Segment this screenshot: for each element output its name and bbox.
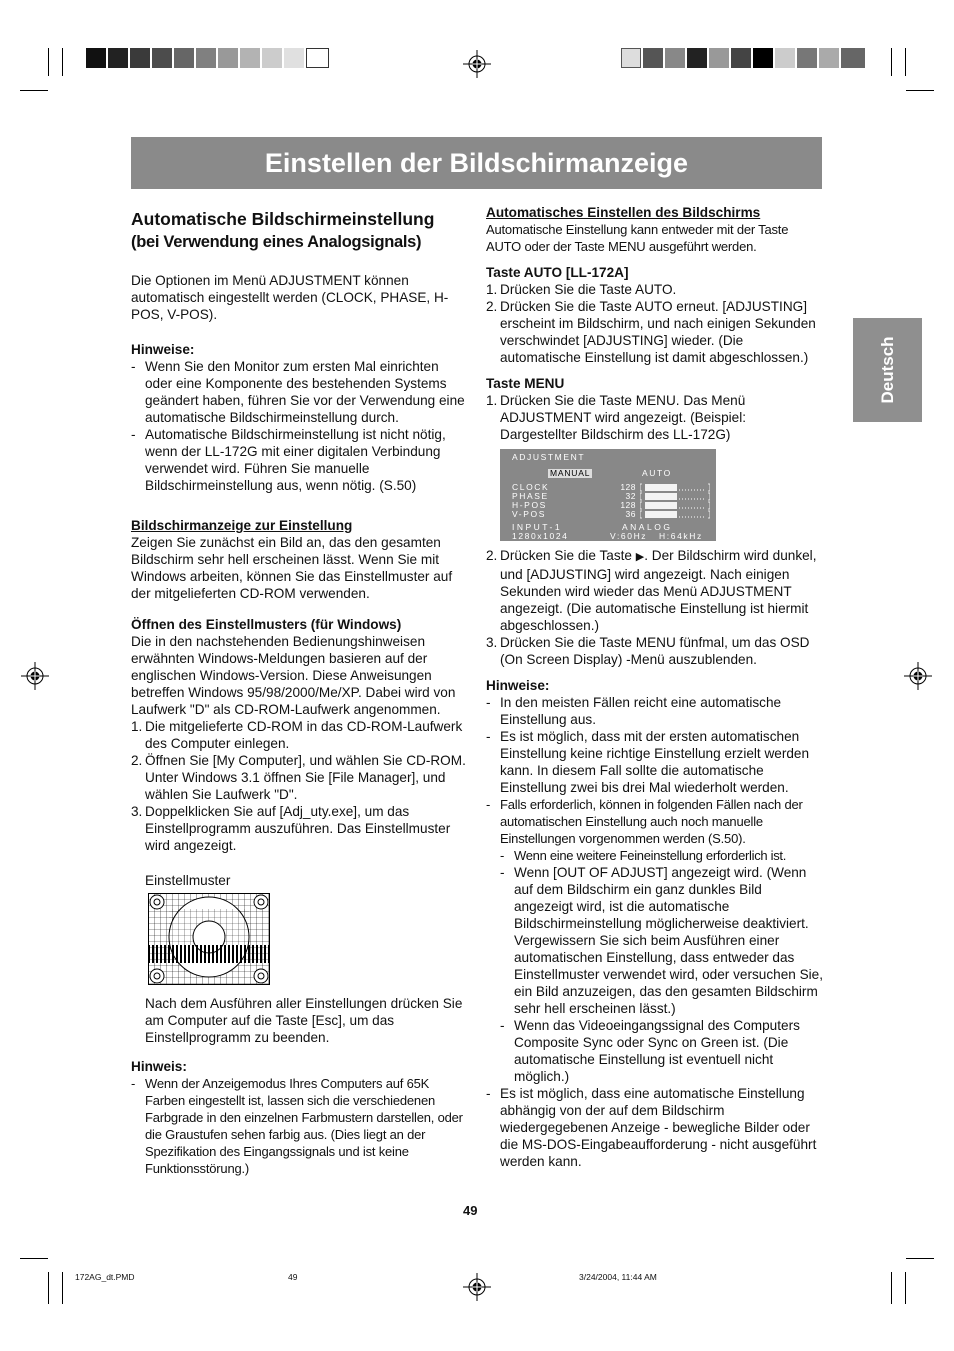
osd-labels: CLOCK PHASE H-POS V-POS — [512, 482, 550, 519]
test-pattern-image — [131, 893, 469, 989]
subsection-heading: Öffnen des Einstellmusters (für Windows) — [131, 617, 402, 632]
osd-manual-option: MANUAL — [550, 468, 591, 478]
color-bar-left — [86, 48, 331, 68]
step-item: 2. Drücken Sie die Taste ▶. Der Bildschirm wird dunkel, und [ADJUSTING] wird angezeigt. Nach einigen Sekunden wird wieder das Menü ADJUSTMENT angezeigt. (Die automatische Einstellung ist hiermit abgeschlossen.) — [486, 548, 817, 633]
subsection-heading: Bildschirmanzeige zur Einstellung — [131, 518, 353, 533]
paragraph: Zeigen Sie zunächst ein Bild an, das den gesamten Bildschirm sehr hell erscheinen lässt. Wenn Sie mit Windows arbeiten, können Sie das Einstellmuster auf der mitgelieferten CD-ROM verwenden. — [131, 535, 453, 601]
step-item: 1. Drücken Sie die Taste AUTO. — [486, 282, 677, 297]
note-item: - Falls erforderlich, können in folgenden Fällen nach der automatischen Einstellung auch noch manuelle Einstellungen vorgenommen werden (S.50). — [486, 796, 824, 847]
registration-mark-bottom — [463, 1273, 491, 1301]
footer-filename: 172AG_dt.PMD — [75, 1272, 135, 1282]
note-item: - Wenn der Anzeigemodus Ihres Computers auf 65K Farben eingestellt ist, lassen sich die verschiedenen Farbgrade in den einzelnen Farbmustern darstellen, oder die Graustufen sehen farbig aus. (Dies liegt an der Spezifikation des Eingangssignals und ist keine Funktionsstörung.) — [131, 1075, 469, 1177]
intro-paragraph: Die Optionen im Menü ADJUSTMENT können automatisch eingestellt werden (CLOCK, PHASE, H-POS, V-POS). — [131, 273, 449, 322]
left-column — [131, 208, 469, 1177]
test-pattern-graphic — [148, 893, 270, 985]
step-item: 1. Drücken Sie die Taste MENU. Das Menü ADJUSTMENT wird angezeigt. (Beispiel: Dargestellter Bildschirm des LL-172G) — [486, 393, 747, 442]
subsection-heading: Taste AUTO [LL-172A] — [486, 265, 629, 280]
step-item: 3. Drücken Sie die Taste MENU fünfmal, um das OSD (On Screen Display) -Menü auszublenden. — [486, 635, 810, 667]
osd-signal: ANALOG — [622, 522, 673, 532]
sub-note-item: - Wenn eine weitere Feineinstellung erforderlich ist. — [500, 847, 824, 864]
section-heading: Automatische Bildschirmeinstellung — [131, 209, 435, 229]
sub-note-item: - Wenn das Videoeingangssignal des Computers Composite Sync oder Sync on Green ist. (Die automatische Einstellung ist eventuell nicht möglich.) — [500, 1017, 824, 1085]
notes-heading: Hinweise: — [486, 678, 550, 693]
language-tab — [853, 318, 922, 422]
osd-resolution: 1280x1024 — [512, 531, 569, 541]
figure-caption: Einstellmuster — [145, 873, 231, 888]
note-item: - Es ist möglich, dass mit der ersten automatischen Einstellung keine richtige Einstellung erzielt werden kann. In diesem Fall sollte die automatische Einstellung zwei bis drei Mal wiederholt werden. — [486, 728, 824, 796]
note-item: - Es ist möglich, dass eine automatische Einstellung abhängig von der auf dem Bildschirm wiedergegebenen Anzeige - bewegliche Bilder oder die MS-DOS-Eingabeaufforderung - nicht ausgeführt werden kann. — [486, 1085, 824, 1170]
registration-mark-top — [463, 50, 491, 78]
registration-mark-right — [904, 662, 932, 690]
right-column — [486, 203, 824, 1170]
language-tab-label: Deutsch — [877, 336, 897, 404]
registration-mark-left — [21, 662, 49, 690]
page-title: Einstellen der Bildschirmanzeige — [131, 137, 822, 189]
paragraph: Nach dem Ausführen aller Einstellungen drücken Sie am Computer auf die Taste [Esc], um das Einstellprogramm zu beenden. — [145, 996, 463, 1045]
footer-timestamp: 3/24/2004, 11:44 AM — [579, 1272, 657, 1282]
color-bar-right — [621, 48, 867, 68]
page-number: 49 — [463, 1203, 478, 1218]
sub-note-item: - Wenn [OUT OF ADJUST] angezeigt wird. (Wenn auf dem Bildschirm ein ganz dunkles Bild angezeigt wird, ist die automatische Bildschirmeinstellung möglicherweise deaktiviert. Vergewissern Sie sich beim Ausführen einer automatischen Einstellung, dass entweder das Einstellmuster verwendet wird, oder versuchen Sie, ein Bild anzuzeigen, das den gesamten Bildschirm sehr hell erscheinen lässt.) — [500, 864, 824, 1017]
osd-adjustment-menu — [500, 449, 716, 541]
notes-heading: Hinweise: — [131, 342, 195, 357]
osd-values: 128 32 128 36 — [620, 482, 636, 519]
step-item: 3. Doppelklicken Sie auf [Adj_uty.exe], um das Einstellprogramm auszuführen. Das Einstellmuster wird angezeigt. — [131, 804, 451, 853]
osd-level-bars — [640, 483, 710, 519]
osd-auto-option: AUTO — [642, 468, 672, 478]
section-heading-subtitle: (bei Verwendung eines Analogsignals) — [131, 233, 422, 251]
subsection-heading: Taste MENU — [486, 376, 565, 391]
step-item: 2. Öffnen Sie [My Computer], und wählen Sie CD-ROM. Unter Windows 3.1 öffnen Sie [File Manager], und wählen Sie Laufwerk "D". — [131, 753, 466, 802]
osd-title: ADJUSTMENT — [512, 452, 586, 462]
osd-frequency: V:60Hz H:64kHz — [610, 531, 703, 541]
step-item: 2. Drücken Sie die Taste AUTO erneut. [ADJUSTING] erscheint im Bildschirm, und nach einigen Sekunden verschwindet [ADJUSTING] wieder. (Die automatische Einstellung ist damit abgeschlossen.) — [486, 299, 816, 365]
note-item: - Automatische Bildschirmeinstellung ist nicht nötig, wenn der LL-172G mit einer digitalen Verbindung verwendet wird. Führen Sie manuelle Bildschirmeinstellung aus, wenn nötig. (S.50) — [131, 426, 469, 494]
osd-input: INPUT-1 — [512, 522, 563, 532]
footer-page: 49 — [288, 1272, 298, 1282]
paragraph: Automatische Einstellung kann entweder mit der Taste AUTO oder der Taste MENU ausgeführt werden. — [486, 222, 789, 254]
section-heading: Automatisches Einstellen des Bildschirms — [486, 205, 761, 220]
note-item: - In den meisten Fällen reicht eine automatische Einstellung aus. — [486, 694, 824, 728]
step-item: 1. Die mitgelieferte CD-ROM in das CD-ROM-Laufwerk des Computer einlegen. — [131, 719, 463, 751]
note-heading: Hinweis: — [131, 1059, 187, 1074]
note-item: - Wenn Sie den Monitor zum ersten Mal einrichten oder eine Komponente des bestehenden Systems geändert haben, führen Sie vor der Verwendung eine automatische Bildschirmeinstellung durch. — [131, 358, 469, 426]
paragraph: Die in den nachstehenden Bedienungshinweisen erwähnten Windows-Meldungen basieren auf der englischen Windows-Version. Diese Anweisungen betreffen Windows 95/98/2000/Me/XP. Dabei wird von Laufwerk "D" als CD-ROM-Laufwerk angenommen. — [131, 634, 456, 717]
right-arrow-icon: ▶ — [635, 551, 645, 563]
